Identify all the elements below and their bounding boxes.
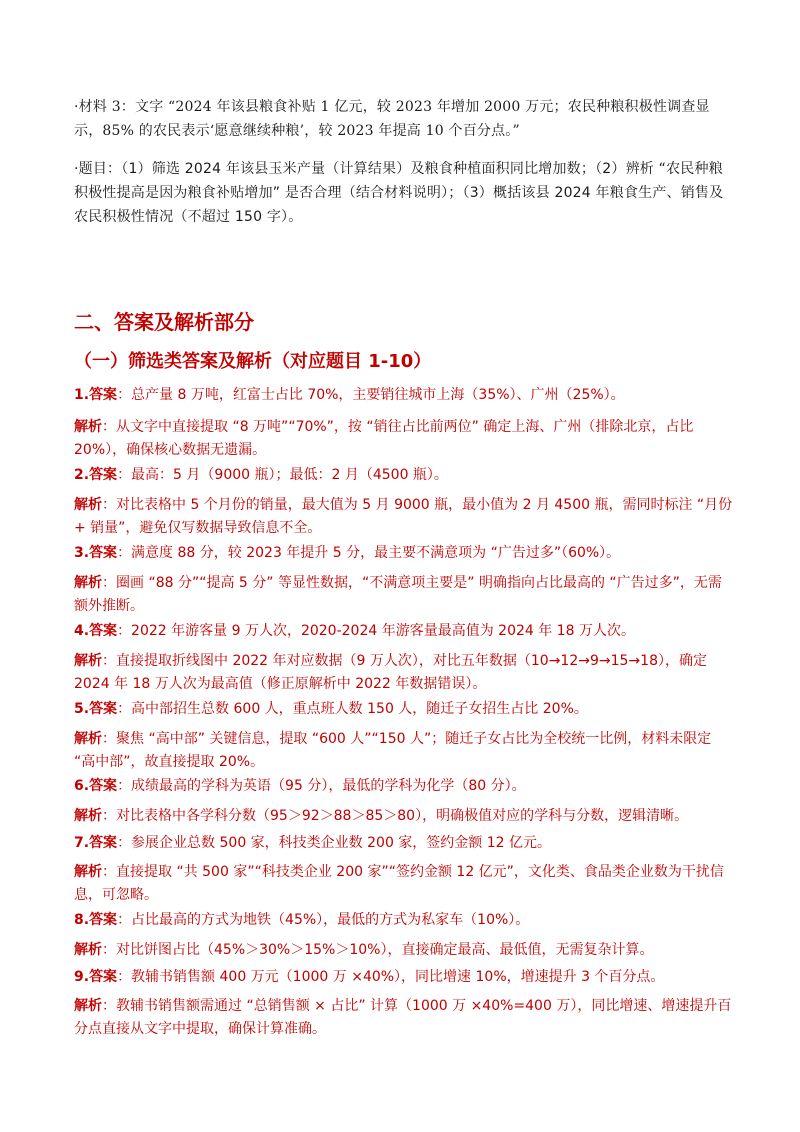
answer-number: 6. [74,778,90,794]
analysis-text: ：教辅书销售额需通过 “总销售额 × 占比” 计算（1000 万 ×40%=400 万），同比增速、增速提升百分点直接从文字中提取，确保计算准确。 [74,998,732,1037]
analysis-label: 解析 [74,808,102,824]
analysis-8 [74,939,734,962]
answer-2 [74,464,734,487]
answer-number: 7. [74,835,90,851]
answer-label: 答案 [89,387,118,403]
answer-label: 答案 [89,545,118,561]
answer-9 [74,966,734,989]
answer-label: 答案 [89,778,118,794]
answer-1 [74,384,734,407]
analysis-label: 解析 [74,864,102,880]
answer-4 [74,620,734,643]
analysis-label: 解析 [74,497,102,513]
answer-label: 答案 [89,835,118,851]
analysis-text: ：对比表格中 5 个月份的销量，最大值为 5 月 9000 瓶，最小值为 2 月 4500 瓶，需同时标注 “月份 + 销量”，避免仅写数据导致信息不全。 [74,497,733,536]
answer-number: 8. [74,912,90,928]
analysis-3 [74,572,734,618]
answer-text: ：2022 年游客量 9 万人次，2020-2024 年游客量最高值为 2024 年 18 万人次。 [117,623,635,639]
analysis-7 [74,861,734,907]
subsection-title: （一）筛选类答案及解析（对应题目 1-10） [74,351,432,372]
analysis-9 [74,995,734,1041]
analysis-1 [74,416,734,462]
analysis-text: ：直接提取 “共 500 家”“科技类企业 200 家”“签约金额 12 亿元”，文化类、食品类企业数为干扰信息，可忽略。 [74,864,724,903]
answer-label: 答案 [89,623,118,639]
answer-text: ：占比最高的方式为地铁（45%），最低的方式为私家车（10%）。 [117,912,530,928]
answer-label: 答案 [89,912,118,928]
analysis-label: 解析 [74,419,102,435]
analysis-2 [74,494,734,540]
analysis-4 [74,650,734,696]
analysis-text: ：从文字中直接提取 “8 万吨”“70%”，按 “销往占比前两位” 确定上海、广州（排除北京，占比 20%），确保核心数据无遗漏。 [74,419,694,458]
analysis-5 [74,728,734,774]
analysis-label: 解析 [74,731,102,747]
analysis-text: ：圈画 “88 分”“提高 5 分” 等显性数据，“不满意项主要是” 明确指向占比最高的 “广告过多”，无需额外推断。 [74,575,722,614]
answer-text: ：成绩最高的学科为英语（95 分），最低的学科为化学（80 分）。 [117,778,526,794]
analysis-6 [74,805,734,828]
analysis-text: ：对比表格中各学科分数（95＞92＞88＞85＞80），明确极值对应的学科与分数，逻辑清晰。 [102,808,689,824]
answer-label: 答案 [89,969,118,985]
answer-text: ：参展企业总数 500 家，科技类企业数 200 家，签约金额 12 亿元。 [117,835,552,851]
answer-number: 5. [74,701,90,717]
answer-number: 4. [74,623,90,639]
analysis-label: 解析 [74,998,102,1014]
answer-label: 答案 [89,467,118,483]
analysis-label: 解析 [74,942,102,958]
answer-7 [74,832,734,855]
analysis-text: ：聚焦 “高中部” 关键信息，提取 “600 人”“150 人”；随迁子女占比为全校统一比例，材料未限定 “高中部”，故直接提取 20%。 [74,731,712,770]
answer-text: ：高中部招生总数 600 人，重点班人数 150 人，随迁子女招生占比 20%。 [117,701,588,717]
answer-number: 2. [74,467,90,483]
answer-label: 答案 [89,701,118,717]
section-title: 二、答案及解析部分 [74,310,254,334]
answer-text: ：教辅书销售额 400 万元（1000 万 ×40%），同比增速 10%，增速提升 3 个百分点。 [117,969,665,985]
answer-number: 1. [74,387,90,403]
analysis-text: ：对比饼图占比（45%＞30%＞15%＞10%），直接确定最高、最低值，无需复杂计算。 [102,942,654,958]
answer-3 [74,542,734,565]
answer-8 [74,909,734,932]
answer-text: ：总产量 8 万吨，红富士占比 70%，主要销往城市上海（35%）、广州（25%）。 [117,387,625,403]
answer-5 [74,698,734,721]
material-3-paragraph: ·材料 3：文字 “2024 年该县粮食补贴 1 亿元，较 2023 年增加 2000 万元；农民种粮积极性调查显示，85% 的农民表示‘愿意继续种粮’，较 2023 年提高 10 个百分点。” [74,99,710,139]
answer-text: ：最高：5 月（9000 瓶）；最低：2 月（4500 瓶）。 [117,467,448,483]
question-paragraph: ·题目：（1）筛选 2024 年该县玉米产量（计算结果）及粮食种植面积同比增加数；（2）辨析 “农民种粮积极性提高是因为粮食补贴增加” 是否合理（结合材料说明）；（3）概括该县 2024 年粮食生产、销售及农民积极性情况（不超过 150 字）。 [74,161,724,225]
analysis-text: ：直接提取折线图中 2022 年对应数据（9 万人次），对比五年数据（10→12→9→15→18），确定 2024 年 18 万人次为最高值（修正原解析中 2022 年数据错误）。 [74,653,707,692]
analysis-label: 解析 [74,575,102,591]
answer-number: 9. [74,969,90,985]
answer-6 [74,775,734,798]
answer-number: 3. [74,545,90,561]
answer-text: ：满意度 88 分，较 2023 年提升 5 分，最主要不满意项为 “广告过多”（60%）。 [117,545,621,561]
analysis-label: 解析 [74,653,102,669]
